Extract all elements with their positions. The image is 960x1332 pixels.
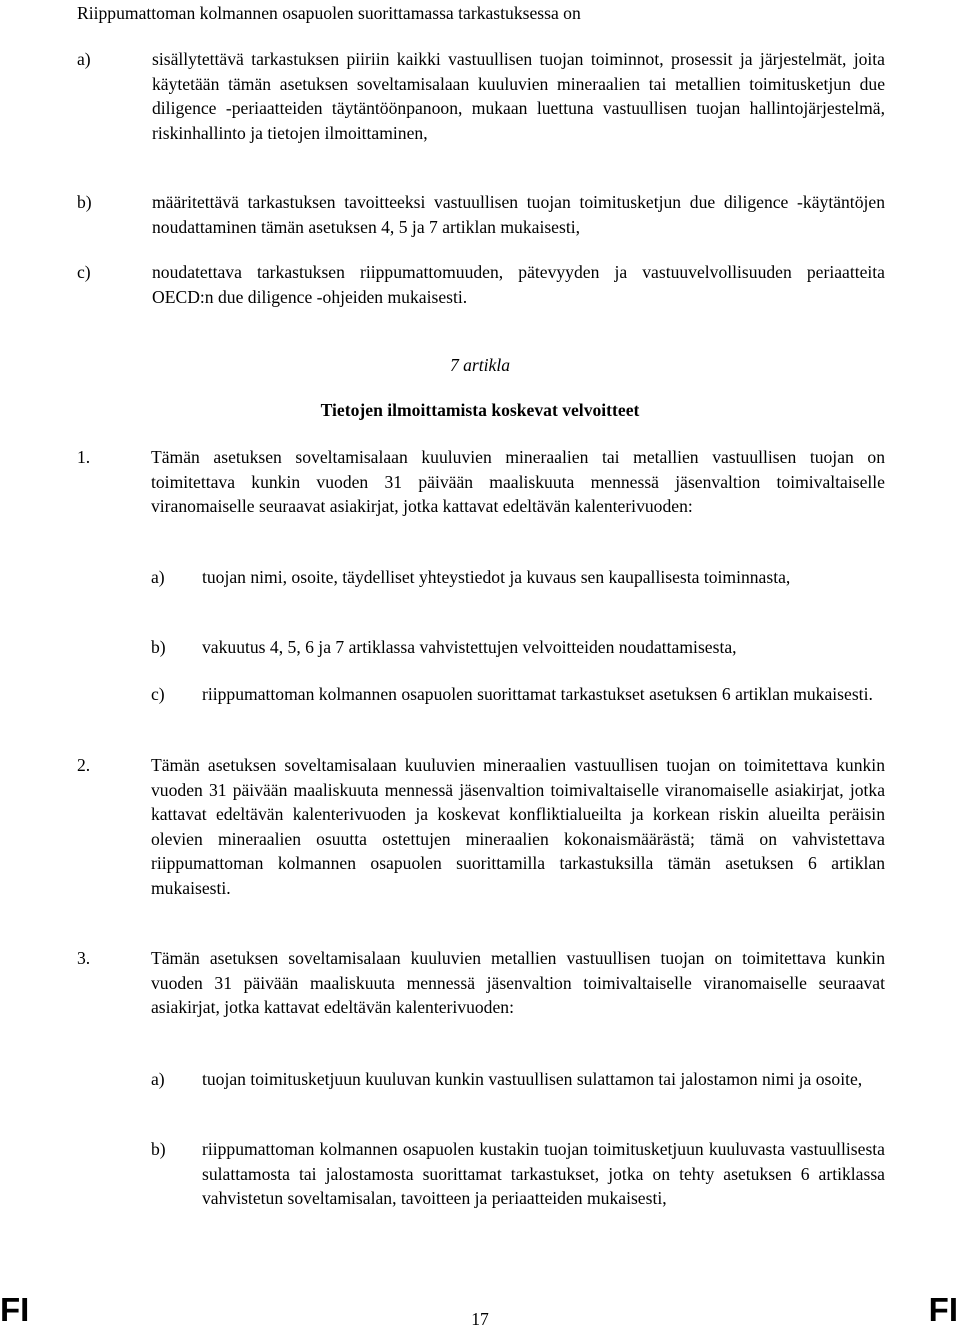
paragraph-text: Tämän asetuksen soveltamisalaan kuuluvien mineraalien tai metallien vastuullisen tuojan on toimitettava kunkin vuoden 31 päivään maaliskuuta mennessä jäsenvaltion toimivaltaiselle viranomaiselle seuraavat asiakirjat, jotka kattavat edeltävän kalenterivuoden: (151, 447, 885, 517)
paragraph-number: 2. (77, 755, 91, 775)
list-item-label: a) (77, 49, 91, 69)
article-title: Tietojen ilmoittamista koskevat velvoitteet (320, 400, 640, 420)
sub-list-item-label: b) (151, 637, 166, 657)
paragraph-text: Tämän asetuksen soveltamisalaan kuuluvien metallien vastuullisen tuojan on toimitettava kunkin vuoden 31 päivään maaliskuuta mennessä jäsenvaltion toimivaltaiselle viranomaiselle seuraavat asiakirjat, jotka kattavat edeltävän kalenterivuoden: (151, 948, 885, 1018)
list-item-label: c) (77, 262, 91, 282)
sub-list-item-label: c) (151, 684, 165, 704)
footer-language-code-left: FI (0, 1291, 30, 1328)
paragraph-text: Tämän asetuksen soveltamisalaan kuuluvien mineraalien vastuullisen tuojan on toimitettava kunkin vuoden 31 päivään maaliskuuta mennessä jäsenvaltion toimivaltaiselle viranomaiselle asiakirjat, jotka kattavat edeltävän kalenterivuoden ja koskevat konfliktialueilta ja korkean riskin alueilta peräisin olevien mineraalien osuutta ostettujen mineraalien kokonaismäärästä; tämä on vahvistettava riippumattoman kolmannen osapuolen suorittamilla tarkastuksilla tämän asetuksen 6 artiklan mukaisesti. (151, 755, 885, 898)
list-item-text: sisällytettävä tarkastuksen piiriin kaikki vastuullisen tuojan toiminnot, prosessit ja järjestelmät, joita käytetään tämän asetuksen soveltamisalaan kuuluvien mineraalien tai metallien toimitusketjun due diligence -periaatteiden täytäntöönpanoon, mukaan luettuna vastuullisen tuojan hallintojärjestelmä, riskinhallinto ja tietojen ilmoittaminen, (152, 49, 885, 143)
sub-list-item-label: b) (151, 1139, 166, 1159)
sub-list-item-label: a) (151, 567, 165, 587)
list-item-text: noudatettava tarkastuksen riippumattomuuden, pätevyyden ja vastuuvelvollisuuden periaatteita OECD:n due diligence -ohjeiden mukaisesti. (152, 262, 885, 307)
sub-list-item-text: tuojan toimitusketjuun kuuluvan kunkin vastuullisen sulattamon tai jalostamon nimi ja osoite, (202, 1069, 863, 1089)
page-number: 17 (471, 1309, 489, 1329)
intro-sentence: Riippumattoman kolmannen osapuolen suorittamassa tarkastuksessa on (77, 3, 581, 23)
sub-list-item-label: a) (151, 1069, 165, 1089)
paragraph-number: 1. (77, 447, 91, 467)
sub-list-item-text: riippumattoman kolmannen osapuolen suorittamat tarkastukset asetuksen 6 artiklan mukaisesti. (202, 684, 873, 704)
paragraph-number: 3. (77, 948, 91, 968)
sub-list-item-text: vakuutus 4, 5, 6 ja 7 artiklassa vahvistettujen velvoitteiden noudattamisesta, (202, 637, 737, 657)
list-item-label: b) (77, 192, 92, 212)
article-number: 7 artikla (449, 355, 511, 375)
list-item-text: määritettävä tarkastuksen tavoitteeksi vastuullisen tuojan toimitusketjun due diligence -käytäntöjen noudattaminen tämän asetuksen 4, 5 ja 7 artiklan mukaisesti, (152, 192, 885, 237)
sub-list-item-text: tuojan nimi, osoite, täydelliset yhteystiedot ja kuvaus sen kaupallisesta toiminnasta, (202, 567, 791, 587)
footer-language-code-right: FI (928, 1291, 958, 1328)
sub-list-item-text: riippumattoman kolmannen osapuolen kustakin tuojan toimitusketjuun kuuluvasta vastuullisesta sulattamosta tai jalostamosta suorittamat tarkastukset, jotka on tehty asetuksen 6 artiklassa vahvistetun soveltamisalan, tavoitteen ja periaatteiden mukaisesti, (202, 1139, 885, 1209)
